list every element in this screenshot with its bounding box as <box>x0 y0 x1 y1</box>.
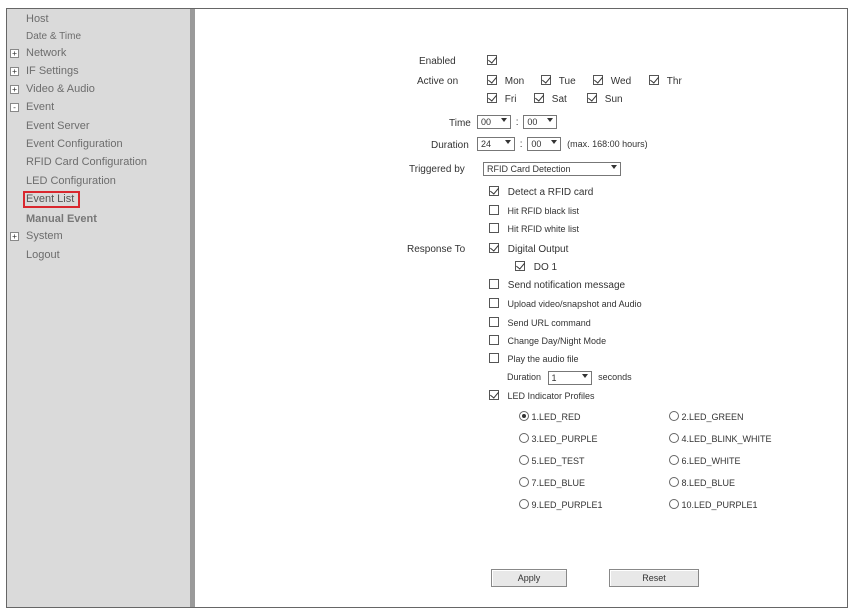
expand-icon[interactable]: + <box>10 67 19 76</box>
reset-button[interactable]: Reset <box>609 569 699 587</box>
led-profile-6[interactable] <box>669 454 741 468</box>
led-radio[interactable] <box>669 411 679 421</box>
sidebar-item-label[interactable]: Event <box>26 101 55 113</box>
chevron-down-icon <box>551 140 557 144</box>
led-profile-label: 1.LED_RED <box>531 412 581 422</box>
response-to-label: Response To <box>407 244 466 255</box>
day-label: Sat <box>551 94 567 105</box>
led-profile-4[interactable] <box>669 432 772 446</box>
duration-minutes-value: 00 <box>531 139 542 150</box>
trigger-option-label: Hit RFID black list <box>507 206 580 216</box>
trigger-checkbox[interactable] <box>489 205 499 215</box>
response-checkbox[interactable] <box>489 279 499 289</box>
sidebar-item-label[interactable]: IF Settings <box>26 65 79 77</box>
response-do1[interactable] <box>515 261 557 275</box>
led-radio[interactable] <box>519 411 529 421</box>
led-radio[interactable] <box>519 477 529 487</box>
response-checkbox[interactable] <box>489 298 499 308</box>
sidebar-item-label[interactable]: System <box>26 230 63 242</box>
chevron-down-icon <box>505 140 511 144</box>
day-label: Mon <box>504 76 525 87</box>
led-profile-7[interactable] <box>519 476 585 490</box>
led-profile-label: 5.LED_TEST <box>531 456 585 466</box>
trigger-option-detect[interactable] <box>489 186 593 200</box>
sidebar-item-label[interactable]: Logout <box>26 249 60 261</box>
duration-minutes-select[interactable] <box>527 137 561 151</box>
chevron-down-icon <box>582 374 588 378</box>
led-profile-label: 7.LED_BLUE <box>531 478 586 488</box>
day-checkbox[interactable] <box>534 93 544 103</box>
led-profile-label: 2.LED_GREEN <box>681 412 744 422</box>
led-profile-label: 10.LED_PURPLE1 <box>681 500 758 510</box>
day-tue[interactable] <box>541 75 576 89</box>
duration-hours-value: 24 <box>481 139 492 150</box>
led-profile-9[interactable] <box>519 498 603 512</box>
response-change-day-night[interactable] <box>489 334 606 348</box>
led-radio[interactable] <box>669 433 679 443</box>
digital-output-checkbox[interactable] <box>489 243 499 253</box>
enabled-label: Enabled <box>419 56 456 67</box>
time-hour-value: 00 <box>481 117 492 127</box>
sidebar-item-label[interactable]: Event Server <box>26 120 90 132</box>
duration-hours-select[interactable] <box>477 137 515 151</box>
led-profiles-label: LED Indicator Profiles <box>507 391 595 401</box>
sidebar-item-label[interactable]: Network <box>26 47 67 59</box>
led-profile-label: 8.LED_BLUE <box>681 478 736 488</box>
led-profile-label: 6.LED_WHITE <box>681 456 741 466</box>
time-minute-select[interactable] <box>523 115 557 129</box>
trigger-checkbox[interactable] <box>489 186 499 196</box>
sidebar-divider <box>191 9 195 607</box>
response-label: Send notification message <box>507 280 626 291</box>
response-label: Change Day/Night Mode <box>507 336 607 346</box>
do1-label: DO 1 <box>533 262 558 273</box>
led-profile-3[interactable] <box>519 432 598 446</box>
day-thr[interactable] <box>649 75 682 89</box>
sidebar <box>7 9 191 607</box>
time-separator: : <box>515 116 519 128</box>
day-checkbox[interactable] <box>541 75 551 85</box>
led-profile-label: 9.LED_PURPLE1 <box>531 500 603 510</box>
sidebar-item-label[interactable]: Date & Time <box>26 31 82 42</box>
duration-separator: : <box>519 139 523 150</box>
day-sat[interactable] <box>534 93 567 107</box>
day-label: Fri <box>504 94 517 105</box>
expand-icon[interactable]: + <box>10 49 19 58</box>
triggered-by-label: Triggered by <box>409 164 465 175</box>
active-on-label: Active on <box>417 76 459 87</box>
response-label: Send URL command <box>507 318 591 328</box>
day-checkbox[interactable] <box>487 93 497 103</box>
day-checkbox[interactable] <box>587 93 597 103</box>
response-led-profiles[interactable] <box>489 389 595 403</box>
day-fri[interactable] <box>487 93 516 107</box>
day-label: Thr <box>666 76 682 87</box>
trigger-checkbox[interactable] <box>489 223 499 233</box>
time-hour-select[interactable] <box>477 115 511 129</box>
chevron-down-icon <box>501 118 507 122</box>
led-radio[interactable] <box>669 455 679 465</box>
day-label: Sun <box>604 94 623 105</box>
expand-icon[interactable]: + <box>10 232 19 241</box>
time-minute-value: 00 <box>527 117 538 127</box>
response-play-audio[interactable] <box>489 352 579 366</box>
day-mon[interactable] <box>487 75 524 89</box>
day-checkbox[interactable] <box>593 75 603 85</box>
led-profile-8[interactable] <box>669 476 735 490</box>
response-checkbox[interactable] <box>489 317 499 327</box>
led-profile-label: 3.LED_PURPLE <box>531 434 598 444</box>
response-checkbox[interactable] <box>489 335 499 345</box>
led-radio[interactable] <box>669 477 679 487</box>
enabled-checkbox[interactable] <box>487 55 497 65</box>
led-profile-2[interactable] <box>669 410 744 424</box>
response-upload-video[interactable] <box>489 297 642 311</box>
day-label: Wed <box>610 76 632 87</box>
sidebar-item-label[interactable]: Event Configuration <box>26 138 123 150</box>
day-label: Tue <box>558 76 576 87</box>
sidebar-item-label[interactable]: Host <box>26 13 49 25</box>
collapse-icon[interactable]: - <box>10 103 19 112</box>
audio-duration-unit: seconds <box>598 372 632 382</box>
triggered-by-select[interactable] <box>483 162 621 176</box>
sidebar-item-label[interactable]: LED Configuration <box>26 175 116 187</box>
trigger-option-black-list[interactable] <box>489 204 579 218</box>
chevron-down-icon <box>547 118 553 122</box>
duration-note: (max. 168:00 hours) <box>567 139 648 149</box>
expand-icon[interactable]: + <box>10 85 19 94</box>
led-radio[interactable] <box>519 499 529 509</box>
event-form <box>197 9 847 607</box>
sidebar-item-label[interactable]: Video & Audio <box>26 83 95 95</box>
response-digital-output[interactable] <box>489 243 568 257</box>
audio-duration-value: 1 <box>551 372 557 383</box>
response-send-url[interactable] <box>489 316 591 330</box>
response-checkbox[interactable] <box>489 353 499 363</box>
day-wed[interactable] <box>593 75 631 89</box>
led-radio[interactable] <box>519 455 529 465</box>
led-profiles-checkbox[interactable] <box>489 390 499 400</box>
response-send-notification[interactable] <box>489 279 625 293</box>
apply-button[interactable]: Apply <box>491 569 567 587</box>
led-profile-5[interactable] <box>519 454 585 468</box>
sidebar-item-label[interactable]: Event List <box>23 191 80 208</box>
audio-duration-select[interactable] <box>548 371 592 385</box>
trigger-option-white-list[interactable] <box>489 222 579 236</box>
led-radio[interactable] <box>519 433 529 443</box>
chevron-down-icon <box>611 165 617 169</box>
time-label: Time <box>449 118 471 129</box>
response-label: Play the audio file <box>507 354 579 364</box>
duration-label: Duration <box>431 140 469 151</box>
response-label: Upload video/snapshot and Audio <box>507 299 642 309</box>
led-radio[interactable] <box>669 499 679 509</box>
trigger-option-label: Detect a RFID card <box>507 187 594 198</box>
do1-checkbox[interactable] <box>515 261 525 271</box>
page-frame <box>6 8 848 608</box>
day-sun[interactable] <box>587 93 623 107</box>
digital-output-label: Digital Output <box>507 244 569 255</box>
trigger-option-label: Hit RFID white list <box>507 224 580 234</box>
day-checkbox[interactable] <box>649 75 659 85</box>
led-profile-label: 4.LED_BLINK_WHITE <box>681 434 772 444</box>
audio-duration-label: Duration <box>507 372 542 382</box>
led-profile-10[interactable] <box>669 498 758 512</box>
sidebar-item-label[interactable]: Manual Event <box>26 213 97 225</box>
triggered-by-value: RFID Card Detection <box>487 164 571 174</box>
day-checkbox[interactable] <box>487 75 497 85</box>
led-profile-1[interactable] <box>519 410 581 424</box>
sidebar-item-label[interactable]: RFID Card Configuration <box>26 156 148 168</box>
